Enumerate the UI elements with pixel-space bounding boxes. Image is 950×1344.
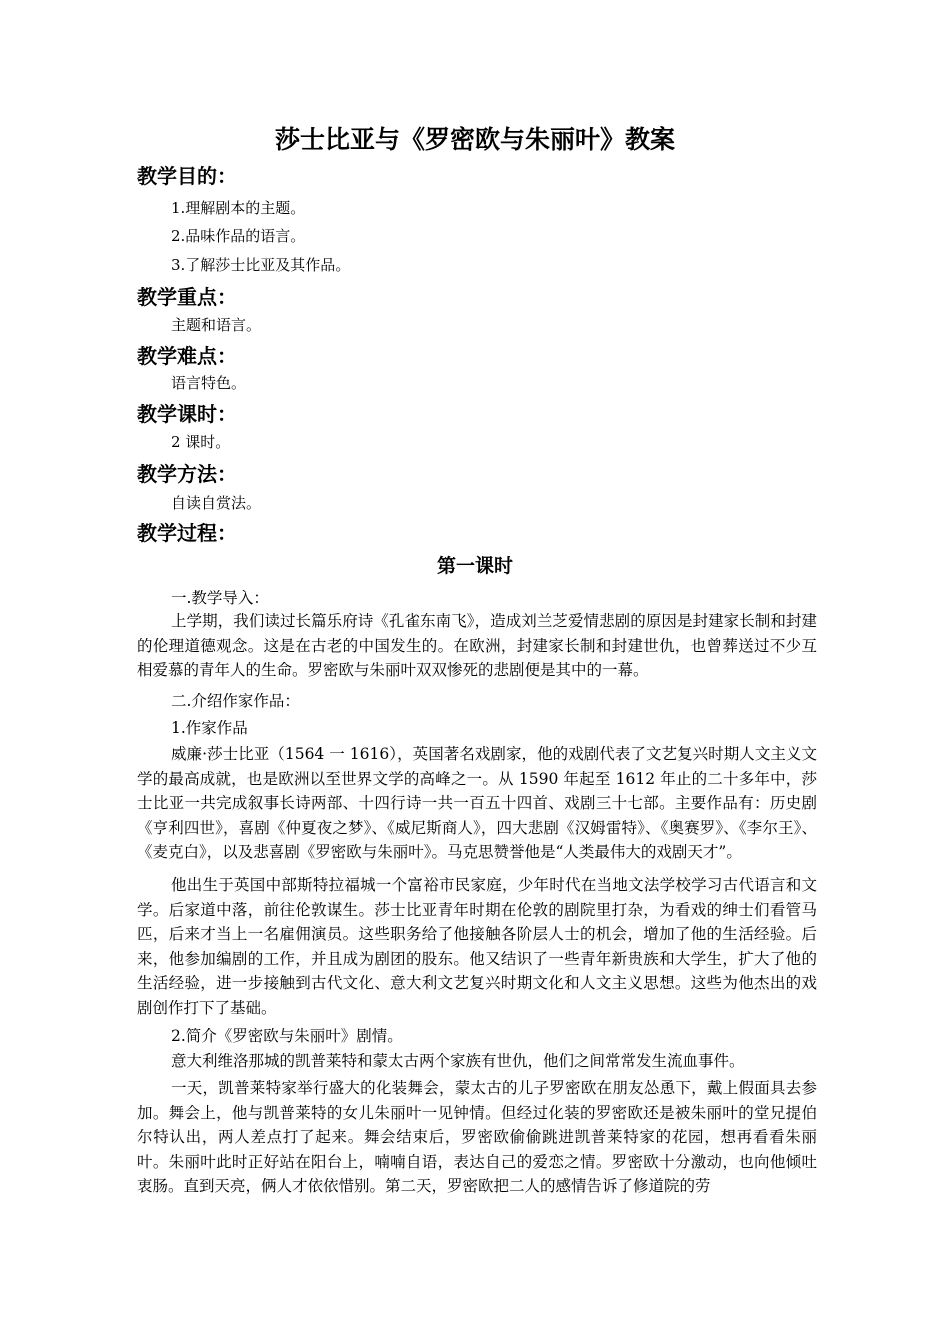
key-points-text: 主题和语言。 [171, 316, 262, 334]
goal-item-2: 2.品味作品的语言。 [171, 227, 306, 245]
methods-text: 自读自赏法。 [171, 494, 262, 512]
document-title: 莎士比亚与《罗密欧与朱丽叶》教案 [274, 125, 675, 154]
heading-difficulties: 教学难点： [137, 344, 237, 368]
intro-label: 一.教学导入： [171, 589, 269, 607]
hours-text: 2 课时。 [171, 433, 231, 451]
plot-paragraph-2: 一天，凯普莱特家举行盛大的化装舞会，蒙太古的儿子罗密欧在朋友怂恿下，戴上假面具去参加。舞会上，他与凯普莱特的女儿朱丽叶一见钟情。但经过化装的罗密欧还是被朱丽叶的堂兄提伯尔特认出，两人差点打了起来。舞会结束后，罗密欧偷偷跳进凯普莱特家的花园，想再看看朱丽叶。朱丽叶此时正好站在阳台上，喃喃自语，表达自己的爱恋之情。罗密欧十分激动，也向他倾吐衷肠。直到天亮，俩人才依依惜别。第二天，罗密欧把二人的感情告诉了修道院的劳 [137, 1079, 817, 1195]
heading-goals: 教学目的： [137, 164, 237, 188]
works-paragraph: 威廉·莎士比亚（1564 一 1616），英国著名戏剧家，他的戏剧代表了文艺复兴时期人文主义文学的最高成就，也是欧洲以至世界文学的高峰之一。从 1590 年起至 1612 年止的二十多年中，莎士比亚一共完成叙事长诗两部、十四行诗一共一百五十四首、戏剧三十七部。主要作品有：历史剧《亨利四世》，喜剧《仲夏夜之梦》、《威尼斯商人》，四大悲剧《汉姆雷特》、《奥赛罗》、《李尔王》、《麦克白》，以及悲喜剧《罗密欧与朱丽叶》。马克思赞誉他是“人类最伟大的戏剧天才”。 [137, 745, 817, 861]
plot-label: 2.简介《罗密欧与朱丽叶》剧情。 [171, 1027, 403, 1045]
heading-key-points: 教学重点： [137, 285, 237, 309]
heading-hours: 教学课时： [137, 402, 237, 426]
plot-paragraph-1: 意大利维洛那城的凯普莱特和蒙太古两个家族有世仇，他们之间常常发生流血事件。 [171, 1052, 745, 1070]
goal-item-3: 3.了解莎士比亚及其作品。 [171, 256, 351, 274]
author-label: 二.介绍作家作品： [171, 692, 300, 710]
heading-process: 教学过程： [137, 521, 237, 545]
difficulties-text: 语言特色。 [171, 374, 247, 392]
biography-paragraph: 他出生于英国中部斯特拉福城一个富裕市民家庭，少年时代在当地文法学校学习古代语言和文学。后家道中落，前往伦敦谋生。莎士比亚青年时期在伦敦的剧院里打杂，为看戏的绅士们看管马匹，后来才当上一名雇佣演员。这些职务给了他接触各阶层人士的机会，增加了他的生活经验。后来，他参加编剧的工作，并且成为剧团的股东。他又结识了一些青年新贵族和大学生，扩大了他的生活经验，进一步接触到古代文化、意大利文艺复兴时期文化和人文主义思想。这些为他杰出的戏剧创作打下了基础。 [137, 876, 817, 1017]
works-label: 1.作家作品 [171, 719, 248, 737]
goal-item-1: 1.理解剧本的主题。 [171, 199, 306, 217]
heading-methods: 教学方法： [137, 462, 237, 486]
lesson-heading: 第一课时 [436, 555, 513, 577]
intro-paragraph: 上学期，我们读过长篇乐府诗《孔雀东南飞》，造成刘兰芝爱情悲剧的原因是封建家长制和封建的伦理道德观念。这是在古老的中国发生的。在欧洲，封建家长制和封建世仇，也曾葬送过不少互相爱慕的青年人的生命。罗密欧与朱丽叶双双惨死的悲剧便是其中的一幕。 [137, 612, 817, 679]
